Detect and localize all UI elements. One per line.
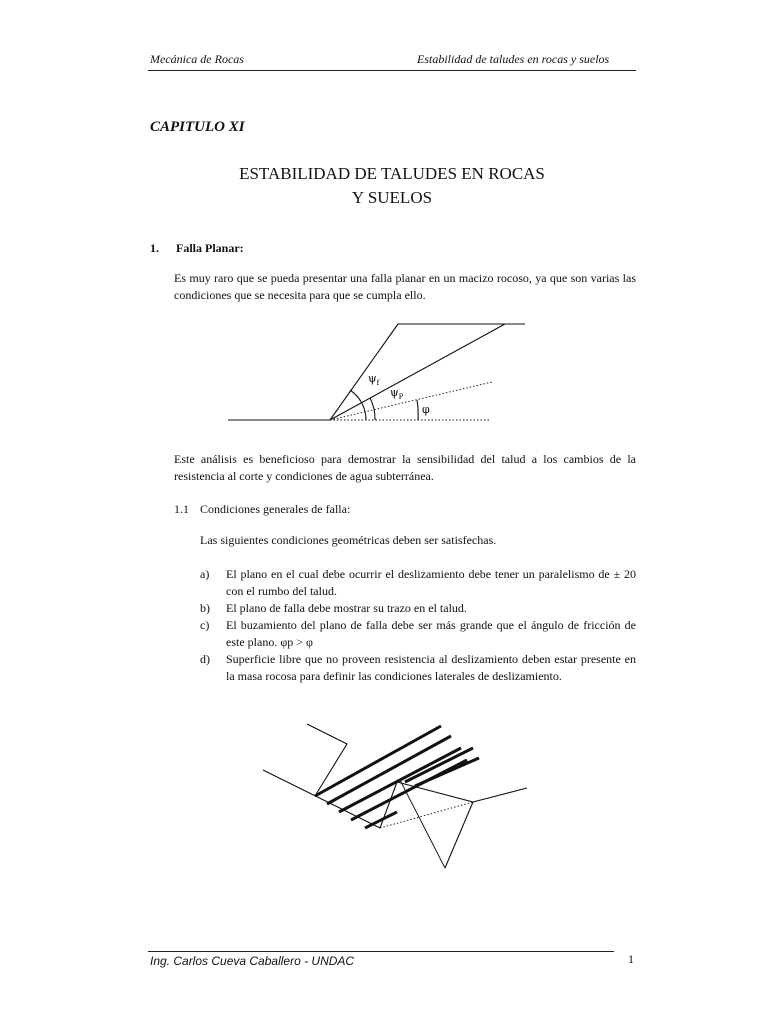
list-item <box>200 617 636 651</box>
page-number: 1 <box>628 952 634 966</box>
list-item <box>200 566 636 600</box>
friction-line <box>330 382 492 420</box>
list-item-label: d) <box>200 652 210 666</box>
conditions-list <box>200 566 636 685</box>
section-heading <box>150 241 244 256</box>
subsection-intro: Las siguientes condiciones geométricas deben ser satisfechas. <box>200 533 497 547</box>
angle-arc-phi <box>417 400 418 420</box>
section-title: Falla Planar: <box>176 241 244 255</box>
title-line-1: ESTABILIDAD DE TALUDES EN ROCAS <box>239 164 545 183</box>
page-title <box>148 162 636 210</box>
upper-slope-outline <box>307 724 347 796</box>
header-right: Estabilidad de taludes en rocas y suelos <box>417 52 610 66</box>
list-item-label: a) <box>200 567 210 581</box>
right-ground-line <box>473 788 527 802</box>
slope-face <box>330 324 398 420</box>
footer-rule <box>148 951 614 952</box>
list-item-label: b) <box>200 601 210 615</box>
chapter-label: CAPITULO XI <box>150 119 245 135</box>
subsection-heading <box>174 502 350 517</box>
paragraph-analysis: Este análisis es beneficioso para demostrar la sensibilidad del talud a los cambios de la resistencia al corte y condiciones de agua subterránea. <box>174 452 636 483</box>
subsection-title: Condiciones generales de falla: <box>200 502 351 516</box>
label-phi: φ <box>422 403 430 416</box>
list-item-text: El buzamiento del plano de falla debe ser más grande que el ángulo de fricción de este plano. φp > φ <box>226 618 636 649</box>
planar-failure-diagram <box>220 318 530 430</box>
rock-slope-joints-diagram <box>255 718 535 874</box>
list-item-text: Superficie libre que no proveen resistencia al deslizamiento deben estar presente en la masa rocosa para definir las condiciones laterales de deslizamiento. <box>226 652 636 683</box>
list-item <box>200 651 636 685</box>
joint-line <box>315 726 441 796</box>
footer-author: Ing. Carlos Cueva Caballero - UNDAC <box>150 954 355 968</box>
list-item-label: c) <box>200 618 210 632</box>
label-psi-f: $\psi_f$ <box>368 372 380 387</box>
list-item-text: El plano de falla debe mostrar su trazo en el talud. <box>226 601 467 615</box>
paragraph-intro: Es muy raro que se pueda presentar una falla planar en un macizo rocoso, ya que son varias las condiciones que se necesita para que se cumpla ello. <box>174 271 636 302</box>
subsection-number: 1.1 <box>174 502 189 516</box>
joint-line <box>339 748 461 812</box>
wedge-right-outline <box>397 782 473 868</box>
list-item-text: El plano en el cual debe ocurrir el deslizamiento debe tener un paralelismo de ± 20 con el rumbo del talud. <box>226 567 636 598</box>
joint-line <box>351 760 467 820</box>
header-left: Mecánica de Rocas <box>150 52 244 66</box>
section-number: 1. <box>150 241 159 255</box>
title-line-2: Y SUELOS <box>351 188 433 207</box>
label-psi-p: $\psi_P$ <box>390 386 404 401</box>
header-rule <box>148 70 636 71</box>
angle-arc-psi-p <box>370 398 375 420</box>
list-item <box>200 600 636 617</box>
